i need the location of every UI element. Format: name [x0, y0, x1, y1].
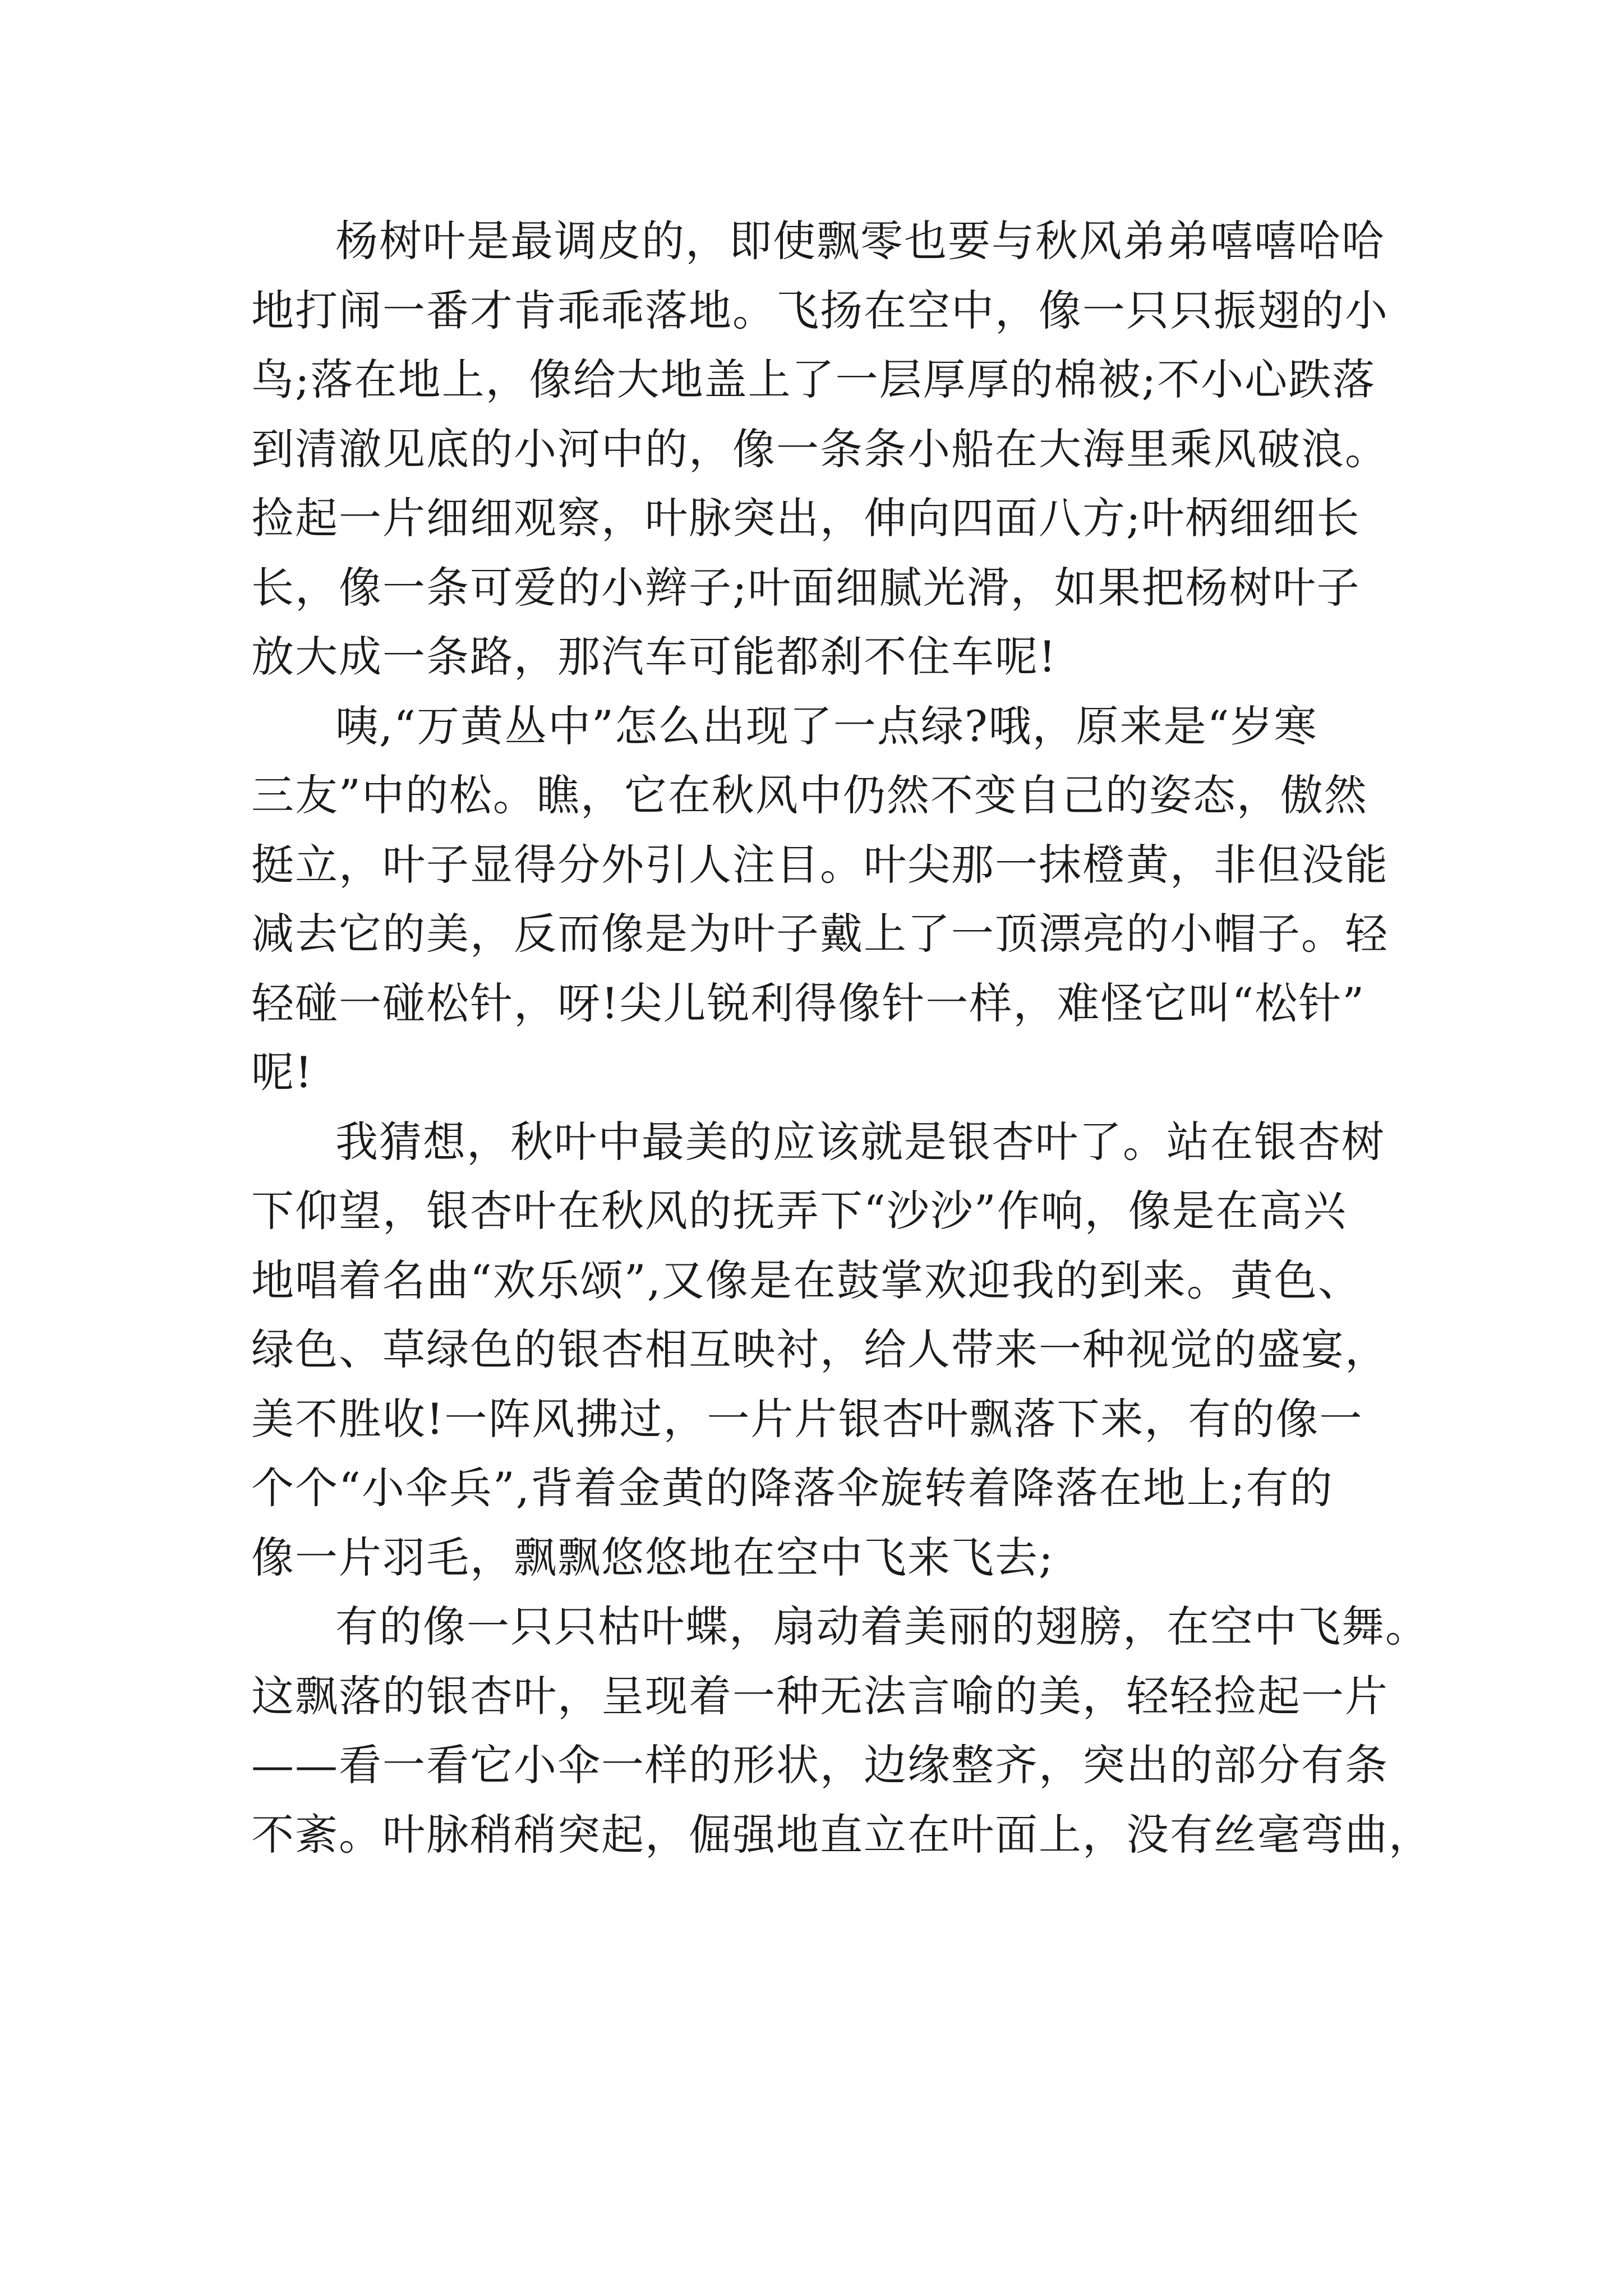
text-line: 三友”中的松。瞧，它在秋风中仍然不变自己的姿态，傲然 — [251, 770, 1368, 820]
text-line: 有的像一只只枯叶蝶，扇动着美丽的翅膀，在空中飞舞。 — [335, 1602, 1429, 1651]
text-line: 像一片羽毛，飘飘悠悠地在空中飞来飞去; — [251, 1532, 1054, 1582]
paragraph-yin-xing-ye — [251, 1107, 1395, 1593]
text-line: ——看一看它小伞一样的形状，边缘整齐，突出的部分有条 — [251, 1740, 1389, 1790]
text-line: 鸟;落在地上，像给大地盖上了一层厚厚的棉被;不小心跌落 — [251, 355, 1376, 404]
text-line: 轻碰一碰松针，呀!尖儿锐利得像针一样，难怪它叫“松针” — [251, 978, 1366, 1028]
text-line: 美不胜收!一阵风拂过，一片片银杏叶飘落下来，有的像一 — [251, 1393, 1363, 1444]
paragraph-yang-shu-ye — [251, 206, 1395, 692]
paragraph-song-zhen — [251, 692, 1395, 1107]
text-line: 咦,“万黄丛中”怎么出现了一点绿?哦，原来是“岁寒 — [335, 701, 1318, 751]
body-text — [251, 206, 1432, 1869]
paragraph-ku-ye-die — [251, 1592, 1432, 1869]
text-line: 这飘落的银杏叶，呈现着一种无法言喻的美，轻轻捡起一片 — [251, 1671, 1389, 1721]
text-line: 绿色、草绿色的银杏相互映衬，给人带来一种视觉的盛宴， — [251, 1324, 1389, 1374]
text-line: 杨树叶是最调皮的，即使飘零也要与秋风弟弟嘻嘻哈哈 — [335, 216, 1385, 266]
text-line: 地唱着名曲“欢乐颂”,又像是在鼓掌欢迎我的到来。黄色、 — [251, 1255, 1362, 1305]
text-line: 地打闹一番才肯乖乖落地。飞扬在空中，像一只只振翅的小 — [251, 285, 1389, 335]
text-line: 捡起一片细细观察，叶脉突出，伸向四面八方;叶柄细细长 — [251, 493, 1361, 543]
text-line: 不紊。叶脉稍稍突起，倔强地直立在叶面上，没有丝毫弯曲， — [251, 1809, 1432, 1860]
text-line: 个个“小伞兵”,背着金黄的降落伞旋转着降落在地上;有的 — [251, 1463, 1334, 1513]
text-line: 挺立，叶子显得分外引人注目。叶尖那一抹橙黄，非但没能 — [251, 839, 1389, 890]
text-line: 我猜想，秋叶中最美的应该就是银杏叶了。站在银杏树 — [335, 1116, 1385, 1167]
text-line: 下仰望，银杏叶在秋风的抚弄下“沙沙”作响，像是在高兴 — [251, 1186, 1347, 1236]
text-line: 到清澈见底的小河中的，像一条条小船在大海里乘风破浪。 — [251, 424, 1389, 474]
text-line: 减去它的美，反而像是为叶子戴上了一顶漂亮的小帽子。轻 — [251, 909, 1389, 959]
text-line: 放大成一条路，那汽车可能都刹不住车呢! — [251, 632, 1057, 682]
text-line: 呢! — [251, 1047, 313, 1097]
text-line: 长，像一条可爱的小辫子;叶面细腻光滑，如果把杨树叶子 — [251, 562, 1361, 613]
